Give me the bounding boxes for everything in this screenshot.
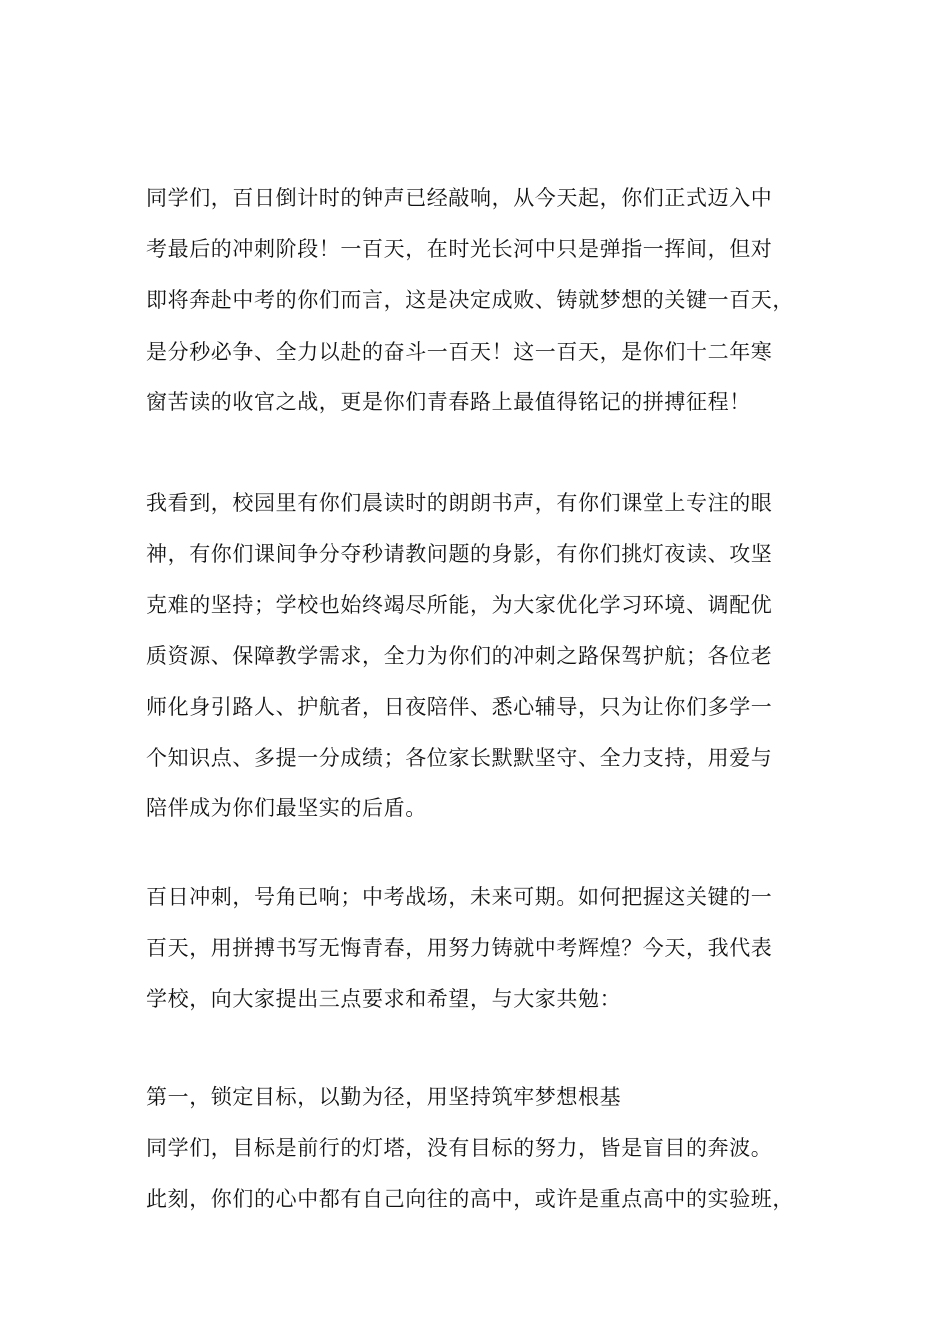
text-line: 质资源、保障教学需求，全力为你们的冲刺之路保驾护航；各位老 bbox=[146, 644, 773, 668]
text-line: 师化身引路人、护航者，日夜陪伴、悉心辅导，只为让你们多学一 bbox=[146, 695, 773, 719]
text-line: 百天，用拼搏书写无悔青春，用努力铸就中考辉煌？今天，我代表 bbox=[146, 936, 773, 960]
section-heading: 第一，锁定目标，以勤为径，用坚持筑牢梦想根基 bbox=[146, 1085, 622, 1109]
text-line: 此刻，你们的心中都有自己向往的高中，或许是重点高中的实验班， bbox=[146, 1187, 794, 1211]
text-line: 是分秒必争、全力以赴的奋斗一百天！这一百天，是你们十二年寒 bbox=[146, 340, 773, 364]
text-line: 即将奔赴中考的你们而言，这是决定成败、铸就梦想的关键一百天， bbox=[146, 288, 794, 312]
text-line: 陪伴成为你们最坚实的后盾。 bbox=[146, 796, 427, 820]
text-line: 同学们，目标是前行的灯塔，没有目标的努力，皆是盲目的奔波。 bbox=[146, 1136, 773, 1160]
text-line: 考最后的冲刺阶段！一百天，在时光长河中只是弹指一挥间，但对 bbox=[146, 237, 773, 261]
text-line: 我看到，校园里有你们晨读时的朗朗书声，有你们课堂上专注的眼 bbox=[146, 491, 773, 515]
text-line: 窗苦读的收官之战，更是你们青春路上最值得铭记的拼搏征程！ bbox=[146, 390, 751, 414]
text-line: 神，有你们课间争分夺秒请教问题的身影，有你们挑灯夜读、攻坚 bbox=[146, 542, 773, 566]
text-line: 个知识点、多提一分成绩；各位家长默默坚守、全力支持，用爱与 bbox=[146, 746, 773, 770]
text-line: 克难的坚持；学校也始终竭尽所能，为大家优化学习环境、调配优 bbox=[146, 593, 773, 617]
text-line: 同学们，百日倒计时的钟声已经敲响，从今天起，你们正式迈入中 bbox=[146, 186, 773, 210]
text-line: 学校，向大家提出三点要求和希望，与大家共勉： bbox=[146, 987, 622, 1011]
text-line: 百日冲刺，号角已响；中考战场，未来可期。如何把握这关键的一 bbox=[146, 885, 773, 909]
